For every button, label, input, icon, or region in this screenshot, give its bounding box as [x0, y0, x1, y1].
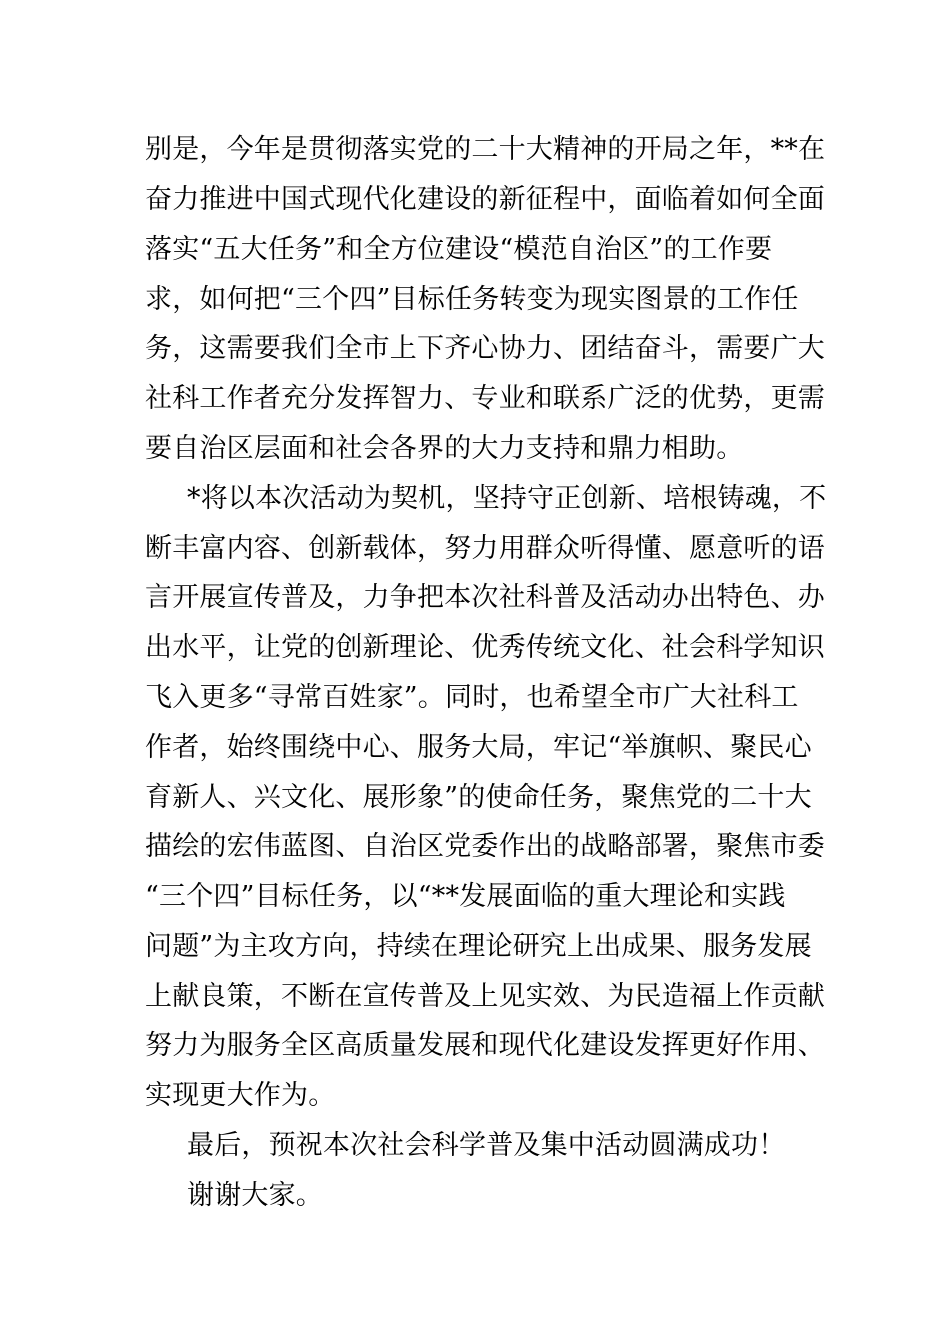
text-line: 实现更大作为。	[145, 1080, 336, 1111]
text-line: 务，这需要我们全市上下齐心协力、团结奋斗，需要广大	[145, 333, 825, 364]
text-line: 努力为服务全区高质量发展和现代化建设发挥更好作用、	[145, 1030, 825, 1061]
text-line: 上献良策，不断在宣传普及上见实效、为民造福上作贡献	[145, 981, 825, 1012]
text-line: 要自治区层面和社会各界的大力支持和鼎力相助。	[145, 433, 744, 464]
thanks-line: 谢谢大家。	[187, 1180, 323, 1211]
text-line: 求，如何把“三个四”目标任务转变为现实图景的工作任	[145, 284, 799, 315]
paragraph-start-line: *将以本次活动为契机，坚持守正创新、培根铸魂，不	[187, 483, 827, 514]
text-line: 作者，始终围绕中心、服务大局，牢记“举旗帜、聚民心	[145, 732, 812, 763]
text-line: 出水平，让党的创新理论、优秀传统文化、社会科学知识	[145, 632, 825, 663]
text-line: 描绘的宏伟蓝图、自治区党委作出的战略部署，聚焦市委	[145, 831, 825, 862]
text-line: 落实“五大任务”和全方位建设“模范自治区”的工作要	[145, 234, 773, 265]
text-line: 言开展宣传普及，力争把本次社科普及活动办出特色、办	[145, 582, 825, 613]
text-line: 问题”为主攻方向，持续在理论研究上出成果、服务发展	[145, 931, 812, 962]
text-line: 育新人、兴文化、展形象”的使命任务，聚焦党的二十大	[145, 782, 812, 813]
text-line: 断丰富内容、创新载体，努力用群众听得懂、愿意听的语	[145, 533, 825, 564]
text-line: 社科工作者充分发挥智力、专业和联系广泛的优势，更需	[145, 383, 825, 414]
text-line: 别是，今年是贯彻落实党的二十大精神的开局之年，**在	[145, 134, 826, 165]
text-line: 奋力推进中国式现代化建设的新征程中，面临着如何全面	[145, 184, 825, 215]
text-line: “三个四”目标任务，以“**发展面临的重大理论和实践	[145, 881, 786, 912]
text-line: 飞入更多“寻常百姓家”。同时，也希望全市广大社科工	[145, 682, 799, 713]
closing-line: 最后，预祝本次社会科学普及集中活动圆满成功！	[187, 1130, 786, 1161]
